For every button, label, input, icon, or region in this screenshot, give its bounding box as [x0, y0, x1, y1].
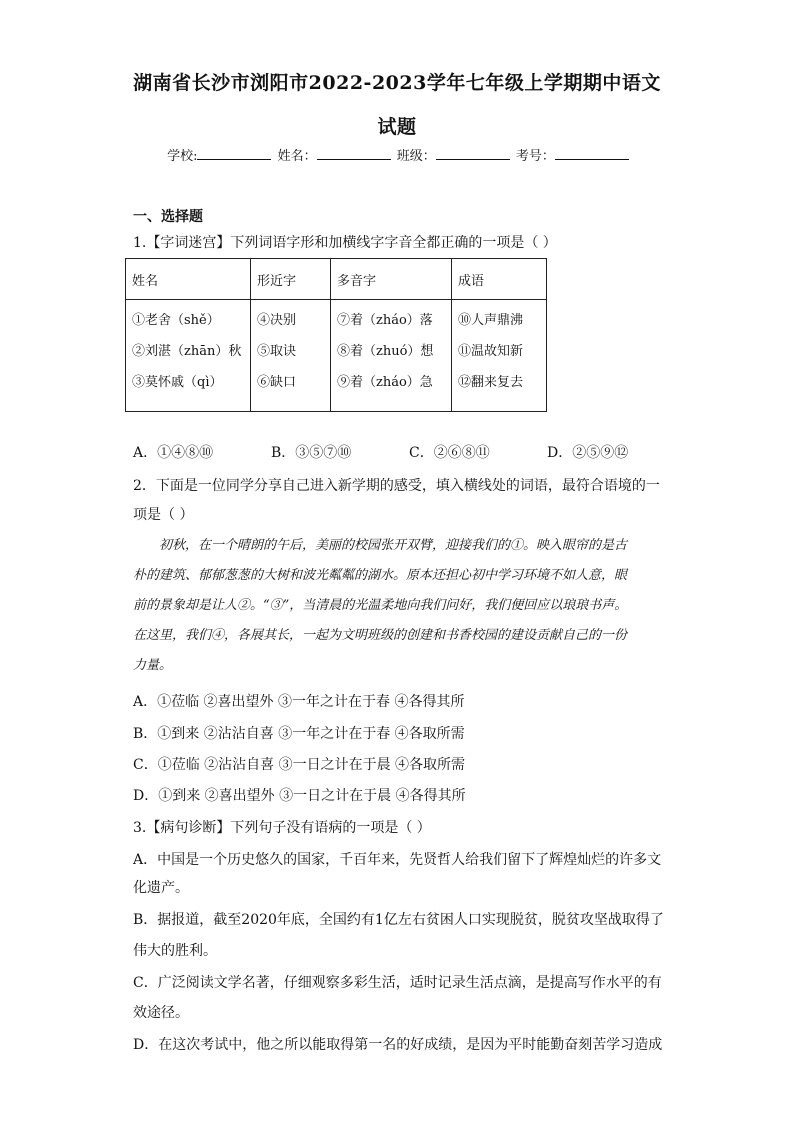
- name-label: 姓名：: [277, 149, 317, 164]
- q1-cell-polyphone: [331, 300, 452, 412]
- table-cell-item: ⑨着（zháo）急: [337, 375, 433, 390]
- q3-option-c-cont: 效途径。: [133, 1005, 189, 1021]
- table-cell-item: ①老舍（shě）: [132, 313, 220, 328]
- table-cell-item: ⑧着（zhuó）想: [337, 344, 434, 359]
- passage-line: 朴的建筑、郁郁葱葱的大树和波光粼粼的湖水。原本还担心初中学习环境不如人意，眼: [133, 568, 628, 583]
- student-info-line: [0, 145, 794, 164]
- q2-passage: [133, 531, 663, 681]
- q1-table: [125, 258, 547, 412]
- passage-line: 力量。: [133, 658, 173, 673]
- q1-cell-similar: [251, 300, 331, 412]
- q3-option-a[interactable]: A．中国是一个历史悠久的国家，千百年来，先贤哲人给我们留下了辉煌灿烂的许多文: [133, 852, 662, 868]
- school-blank[interactable]: [197, 147, 271, 160]
- exam-title-line1: 湖南省长沙市浏阳市2022-2023学年七年级上学期期中语文: [133, 72, 661, 94]
- q2-option-c[interactable]: C．①莅临 ②沾沾自喜 ③一日之计在于晨 ④各取所需: [133, 757, 466, 773]
- q1-option-d[interactable]: D．②⑤⑨⑫: [547, 445, 629, 461]
- q3-option-b-cont: 伟大的胜利。: [133, 943, 217, 959]
- q1-cell-names: [126, 300, 251, 412]
- q1-options: [133, 442, 628, 462]
- section-heading: 一、选择题: [133, 209, 203, 225]
- q1-header-polyphone: 多音字: [331, 259, 452, 300]
- q1-option-b[interactable]: B．③⑤⑦⑩: [271, 445, 352, 461]
- q1-header-name: 姓名: [126, 259, 251, 300]
- q1-option-a[interactable]: A．①④⑧⑩: [133, 445, 214, 461]
- q2-stem-line1: 2．下面是一位同学分享自己进入新学期的感受，填入横线处的词语，最符合语境的一: [133, 478, 660, 494]
- passage-line: 前的景象却是让人②。“③”，当清晨的光温柔地向我们问好，我们便回应以琅琅书声。: [133, 598, 628, 613]
- table-cell-item: ②刘湛（zhān）秋: [132, 344, 242, 359]
- q3-option-c[interactable]: C．广泛阅读文学名著，仔细观察多彩生活，适时记录生活点滴，是提高写作水平的有: [133, 975, 662, 991]
- table-cell-item: ⑩人声鼎沸: [458, 313, 524, 328]
- q3-option-d[interactable]: D．在这次考试中，他之所以能取得第一名的好成绩，是因为平时能勤奋刻苦学习造成: [133, 1037, 663, 1053]
- q2-option-d[interactable]: D．①到来 ②喜出望外 ③一日之计在于晨 ④各得其所: [133, 788, 466, 804]
- q3-option-b[interactable]: B．据报道，截至2020年底，全国约有1亿左右贫困人口实现脱贫，脱贫攻坚战取得了: [133, 912, 664, 928]
- exam-number-blank[interactable]: [555, 147, 629, 160]
- q2-option-a[interactable]: A．①莅临 ②喜出望外 ③一年之计在于春 ④各得其所: [133, 694, 465, 710]
- exam-title-line2: 试题: [377, 116, 417, 138]
- school-label: 学校:: [167, 149, 198, 164]
- table-cell-item: ⑫翻来复去: [458, 375, 524, 390]
- passage-line: 在这里，我们④，各展其长，一起为文明班级的创建和书香校园的建设贡献自己的一份: [133, 628, 628, 643]
- table-cell-item: ⑤取诀: [257, 344, 297, 359]
- q3-stem: 3.【病句诊断】下列句子没有语病的一项是（ ）: [133, 820, 431, 836]
- table-cell-item: ③莫怀戚（qì）: [132, 375, 223, 390]
- table-cell-item: ④决别: [257, 313, 297, 328]
- class-blank[interactable]: [436, 147, 510, 160]
- exam-number-label: 考号：: [515, 149, 555, 164]
- q2-stem-line2: 项是（ ）: [133, 507, 194, 523]
- class-label: 班级：: [396, 149, 436, 164]
- q3-option-a-cont: 化遗产。: [133, 880, 189, 896]
- q1-option-c[interactable]: C．②⑥⑧⑪: [409, 445, 490, 461]
- table-cell-item: ⑥缺口: [257, 375, 297, 390]
- q1-stem: 1.【字词迷宫】下列词语字形和加横线字字音全都正确的一项是（ ）: [133, 235, 557, 251]
- q1-header-idiom: 成语: [452, 259, 547, 300]
- q1-cell-idioms: [452, 300, 547, 412]
- table-cell-item: ⑦着（zháo）落: [337, 313, 433, 328]
- table-cell-item: ⑪温故知新: [458, 344, 524, 359]
- q1-header-similar: 形近字: [251, 259, 331, 300]
- passage-line: 初秋，在一个晴朗的午后，美丽的校园张开双臂，迎接我们的①。映入眼帘的是古: [159, 538, 628, 553]
- name-blank[interactable]: [317, 147, 391, 160]
- q2-option-b[interactable]: B．①到来 ②沾沾自喜 ③一年之计在于春 ④各取所需: [133, 726, 465, 742]
